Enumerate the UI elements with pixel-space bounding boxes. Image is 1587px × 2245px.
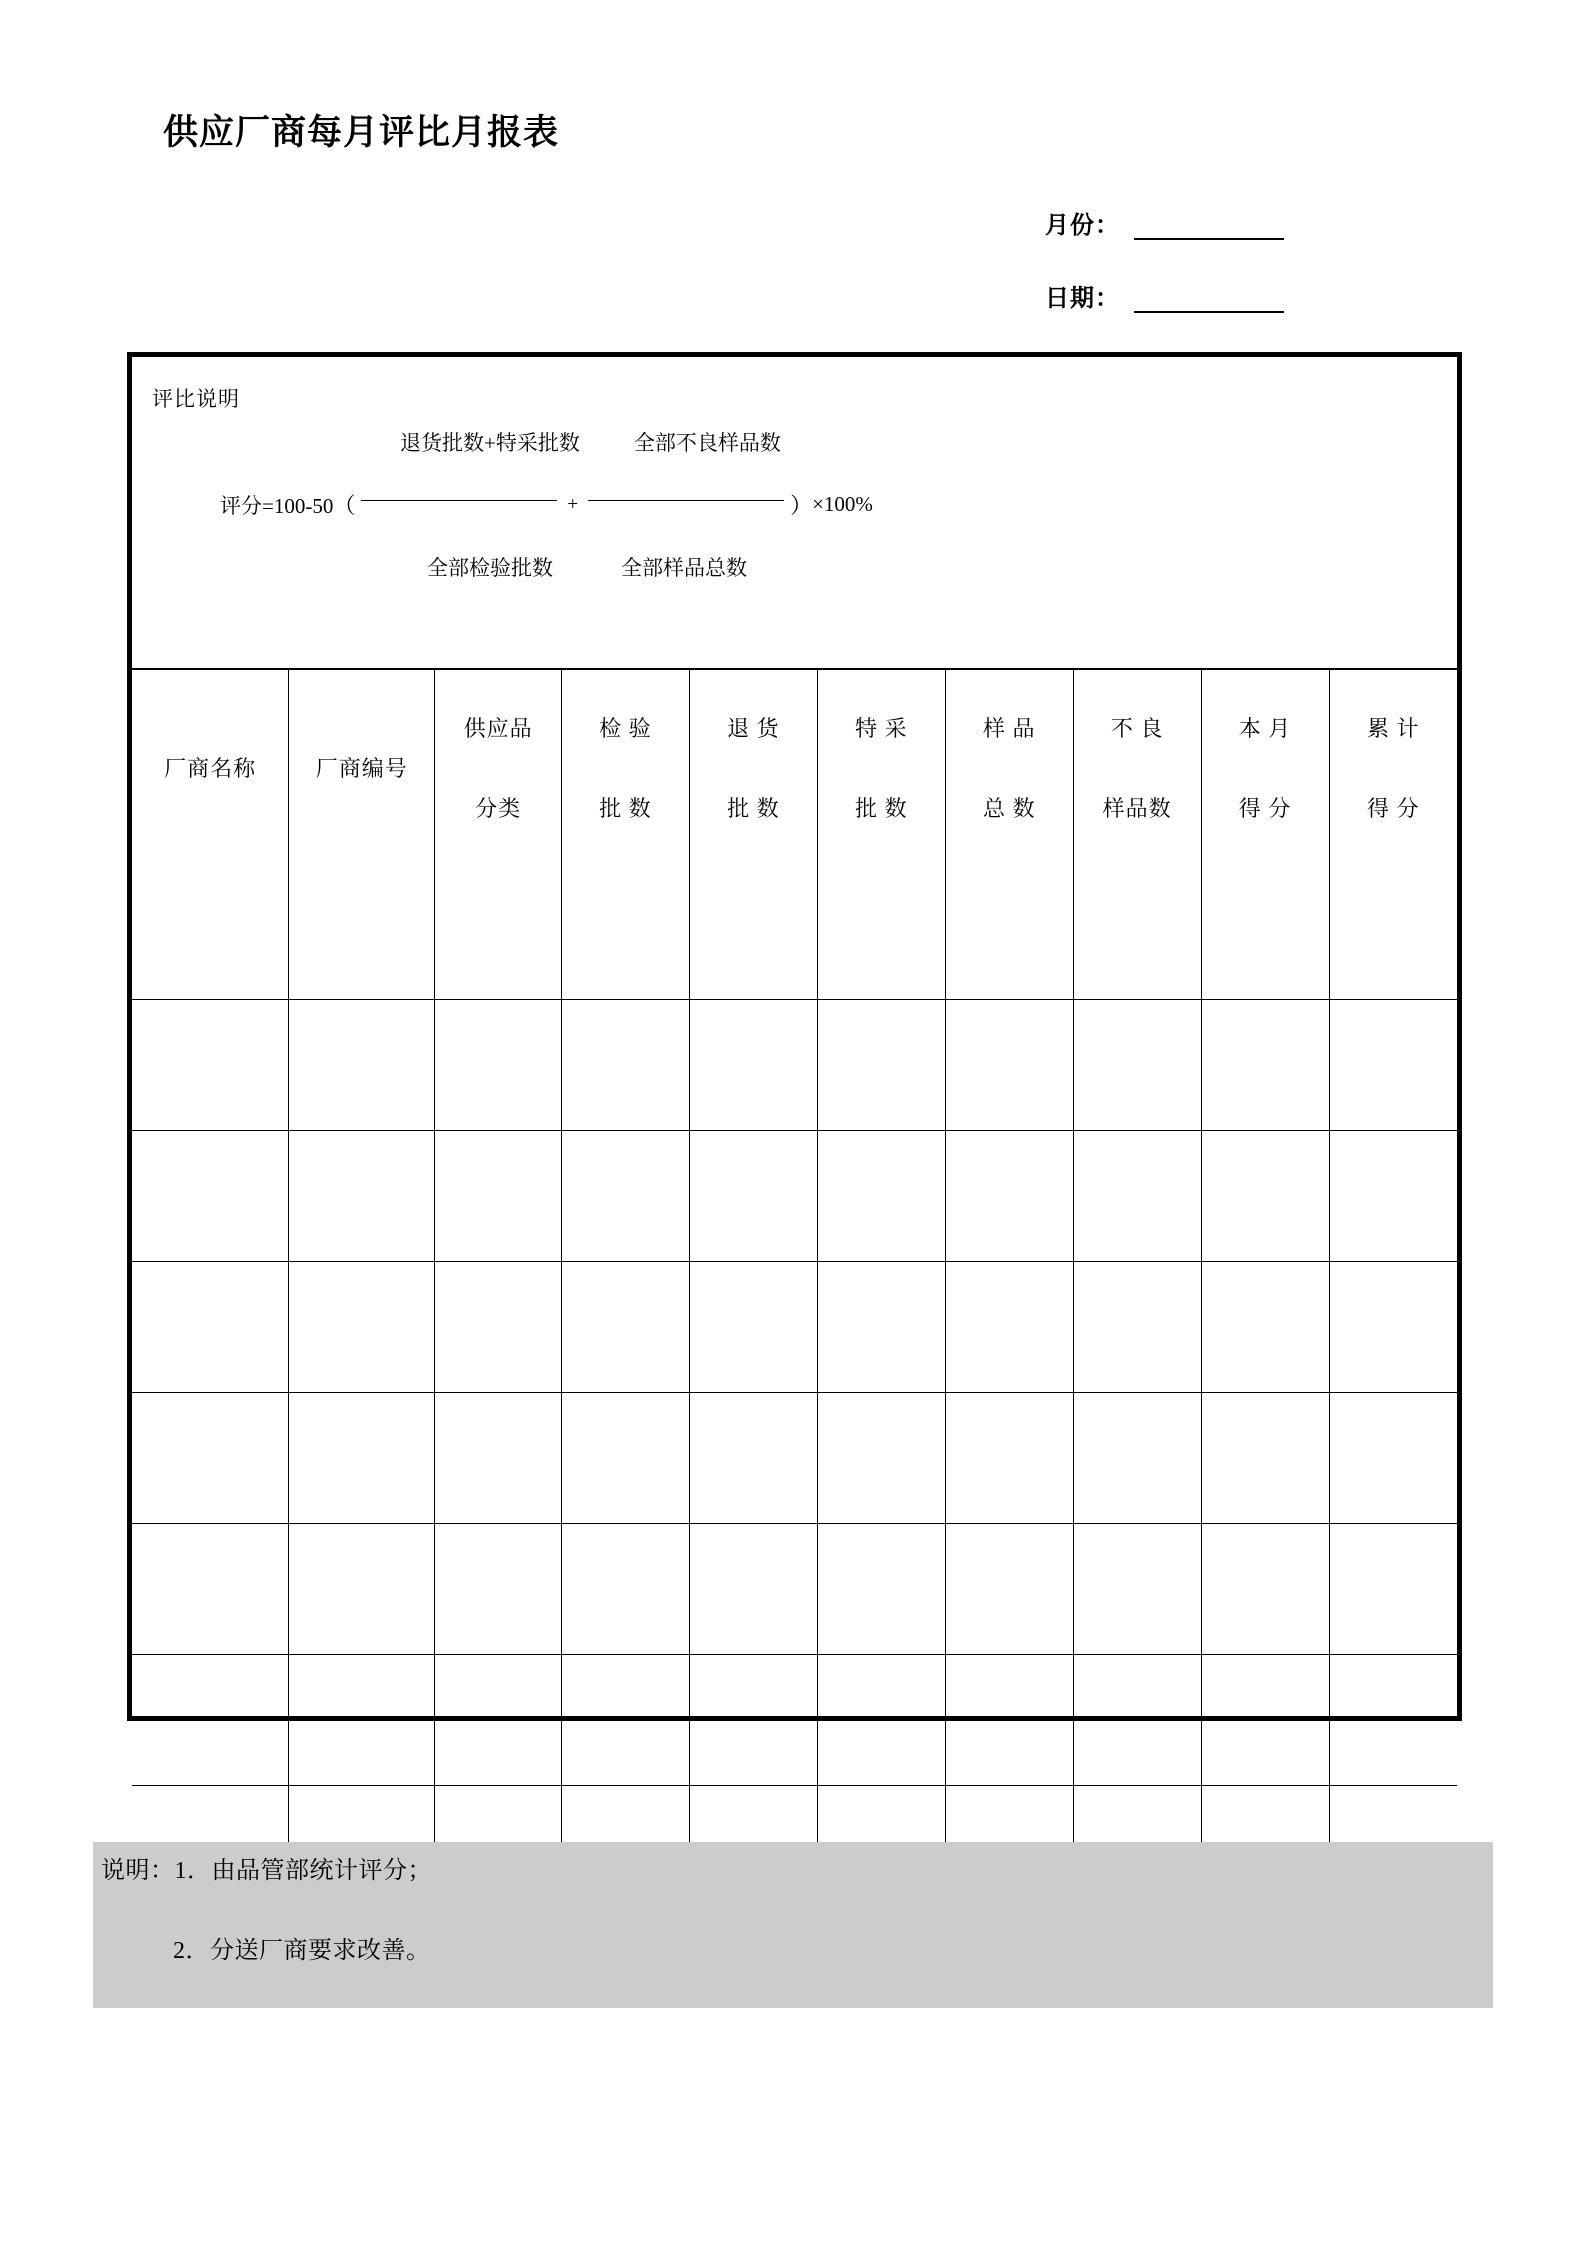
table-cell[interactable] [1329, 1130, 1457, 1261]
table-cell[interactable] [435, 1261, 562, 1392]
formula-open-paren: （ [333, 493, 356, 518]
table-cell[interactable] [1201, 999, 1329, 1130]
table-cell[interactable] [1073, 999, 1201, 1130]
table-cell[interactable] [1329, 999, 1457, 1130]
table-cell[interactable] [289, 1261, 435, 1392]
table-row [132, 999, 1457, 1130]
column-header-supply-category-line2: 分类 [475, 796, 522, 821]
table-cell[interactable] [561, 999, 689, 1130]
table-header-row [132, 670, 1457, 868]
column-header-defective-samples-line1: 不 良 [1110, 715, 1164, 741]
denominator-term-2: 全部样品总数 [621, 556, 747, 580]
fraction-bar-2 [588, 499, 784, 501]
table-cell[interactable] [945, 999, 1073, 1130]
table-cell[interactable] [689, 868, 817, 999]
column-header-monthly-score-line2: 得 分 [1238, 796, 1292, 821]
table-row [132, 868, 1457, 999]
table-cell[interactable] [289, 999, 435, 1130]
column-header-cumulative-score-line1: 累 计 [1366, 715, 1420, 741]
column-header-special-purchase-lots-line2: 批 数 [855, 796, 908, 821]
column-header-inspection-lots-line2: 批 数 [599, 796, 652, 821]
table-cell[interactable] [1329, 1261, 1457, 1392]
table-cell[interactable] [435, 868, 562, 999]
numerator-term-1: 退货批数+特采批数 [400, 431, 580, 455]
column-header-sample-total [945, 670, 1073, 868]
table-cell[interactable] [435, 1523, 562, 1654]
column-header-returned-lots [689, 670, 817, 868]
table-cell[interactable] [817, 1130, 945, 1261]
table-cell[interactable] [132, 1523, 289, 1654]
table-cell[interactable] [689, 1261, 817, 1392]
formula-lead: 评分=100-50 [220, 493, 334, 518]
table-cell[interactable] [1329, 1523, 1457, 1654]
table-cell[interactable] [689, 999, 817, 1130]
table-cell[interactable] [1073, 1261, 1201, 1392]
table-cell[interactable] [132, 1392, 289, 1523]
table-cell[interactable] [817, 1392, 945, 1523]
formula-numerators [132, 427, 1457, 457]
formula-multiplier: ×100% [812, 492, 873, 516]
month-input-blank[interactable] [1134, 216, 1284, 240]
table-body [132, 868, 1457, 1916]
table-cell[interactable] [945, 1130, 1073, 1261]
column-header-special-purchase-lots [817, 670, 945, 868]
table-cell[interactable] [435, 1392, 562, 1523]
column-header-special-purchase-lots-line1: 特 采 [855, 715, 908, 741]
column-header-monthly-score-line1: 本 月 [1238, 715, 1292, 741]
column-header-vendor-name-label: 厂商名称 [164, 755, 257, 781]
column-header-inspection-lots [561, 670, 689, 868]
date-label: 日期： [1045, 284, 1120, 312]
table-header [132, 670, 1457, 868]
formula-main-line [132, 489, 1457, 520]
table-cell[interactable] [1201, 1392, 1329, 1523]
table-cell[interactable] [561, 1654, 689, 1785]
score-formula [132, 427, 1457, 582]
table-cell[interactable] [132, 1130, 289, 1261]
table-cell[interactable] [1073, 1392, 1201, 1523]
denominator-term-1: 全部检验批数 [427, 556, 553, 580]
report-frame [127, 352, 1462, 1721]
explanation-title: 评比说明 [152, 387, 240, 411]
month-label: 月份： [1045, 211, 1120, 239]
table-cell[interactable] [817, 1654, 945, 1785]
table-cell[interactable] [1073, 1130, 1201, 1261]
table-cell[interactable] [817, 999, 945, 1130]
column-header-supply-category-line1: 供应品 [463, 715, 533, 741]
table-cell[interactable] [561, 1392, 689, 1523]
month-field-row [1045, 205, 1465, 240]
table-cell[interactable] [289, 1654, 435, 1785]
table-cell[interactable] [435, 1654, 562, 1785]
numerator-term-2: 全部不良样品数 [633, 431, 781, 455]
table-cell[interactable] [132, 1261, 289, 1392]
table-cell[interactable] [817, 1261, 945, 1392]
column-header-returned-lots-line2: 批 数 [727, 796, 780, 821]
formula-close-paren: ） [790, 493, 813, 518]
table-cell[interactable] [561, 1523, 689, 1654]
date-field-row [1045, 278, 1465, 313]
note-item-2: 2．分送厂商要求改善。 [173, 1938, 431, 1964]
formula-plus-sign: + [567, 493, 579, 515]
formula-denominators [132, 552, 1457, 582]
table-cell[interactable] [1329, 1392, 1457, 1523]
table-cell[interactable] [1201, 1654, 1329, 1785]
column-header-defective-samples [1073, 670, 1201, 868]
table-cell[interactable] [689, 1392, 817, 1523]
footer-notes [93, 1842, 1493, 2008]
table-cell[interactable] [1201, 1523, 1329, 1654]
column-header-returned-lots-line1: 退 货 [727, 715, 780, 741]
table-cell[interactable] [1201, 1130, 1329, 1261]
table-row [132, 1261, 1457, 1392]
table-cell[interactable] [289, 1130, 435, 1261]
table-cell[interactable] [132, 1654, 289, 1785]
table-cell[interactable] [945, 1261, 1073, 1392]
table-cell[interactable] [689, 1654, 817, 1785]
table-cell[interactable] [945, 868, 1073, 999]
column-header-sample-total-line1: 样 品 [982, 715, 1036, 741]
table-cell[interactable] [1073, 1654, 1201, 1785]
table-row [132, 1130, 1457, 1261]
column-header-vendor-name [132, 670, 289, 868]
date-input-blank[interactable] [1134, 289, 1284, 313]
table-cell[interactable] [1201, 1261, 1329, 1392]
column-header-cumulative-score [1329, 670, 1457, 868]
table-cell[interactable] [1201, 868, 1329, 999]
vendor-evaluation-table [132, 670, 1457, 1916]
column-header-cumulative-score-line2: 得 分 [1366, 796, 1420, 821]
table-cell[interactable] [817, 868, 945, 999]
note-item-1: 说明：1．由品管部统计评分； [101, 1858, 432, 1884]
scoring-explanation-panel [132, 357, 1457, 670]
column-header-supply-category [435, 670, 562, 868]
table-cell[interactable] [689, 1523, 817, 1654]
table-cell[interactable] [1329, 1654, 1457, 1785]
column-header-vendor-code-label: 厂商编号 [315, 755, 408, 781]
column-header-defective-samples-line2: 样品数 [1102, 796, 1172, 821]
table-cell[interactable] [945, 1654, 1073, 1785]
table-cell[interactable] [289, 868, 435, 999]
table-cell[interactable] [561, 1261, 689, 1392]
table-cell[interactable] [132, 868, 289, 999]
fraction-bar-1 [361, 499, 557, 501]
table-row [132, 1392, 1457, 1523]
table-row [132, 1523, 1457, 1654]
column-header-monthly-score [1201, 670, 1329, 868]
table-cell[interactable] [132, 999, 289, 1130]
table-cell[interactable] [817, 1523, 945, 1654]
column-header-inspection-lots-line1: 检 验 [599, 715, 652, 741]
table-cell[interactable] [289, 1523, 435, 1654]
table-cell[interactable] [945, 1523, 1073, 1654]
column-header-sample-total-line2: 总 数 [982, 796, 1036, 821]
table-cell[interactable] [945, 1392, 1073, 1523]
table-cell[interactable] [561, 1130, 689, 1261]
table-cell[interactable] [435, 999, 562, 1130]
table-cell[interactable] [1329, 868, 1457, 999]
table-cell[interactable] [289, 1392, 435, 1523]
header-meta-fields [1045, 205, 1465, 351]
table-row [132, 1654, 1457, 1785]
page-title: 供应厂商每月评比月报表 [163, 113, 560, 153]
table-cell[interactable] [435, 1130, 562, 1261]
table-cell[interactable] [1073, 1523, 1201, 1654]
table-cell[interactable] [561, 868, 689, 999]
column-header-vendor-code [289, 670, 435, 868]
table-cell[interactable] [1073, 868, 1201, 999]
table-cell[interactable] [689, 1130, 817, 1261]
